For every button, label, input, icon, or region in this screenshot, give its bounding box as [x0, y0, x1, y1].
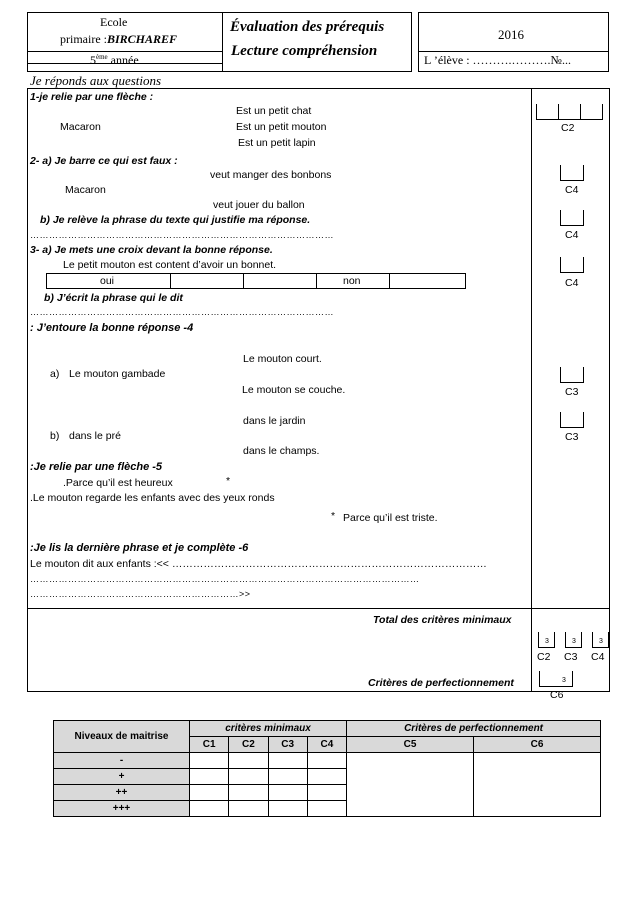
table-cell[interactable]: [307, 801, 346, 817]
q6-line-1[interactable]: Le mouton dit aux enfants :<< ………………………………………………………………………………: [30, 558, 487, 570]
q3-no-box[interactable]: [390, 274, 465, 288]
frame-left: [27, 88, 28, 692]
table-cell[interactable]: [268, 753, 307, 769]
table-cell-c5[interactable]: [347, 753, 474, 817]
q3-yes-label: oui: [100, 275, 115, 287]
eval-subtitle: Lecture compréhension: [231, 43, 378, 59]
q4-a-left: Le mouton gambade: [69, 368, 166, 380]
q3-yes-box[interactable]: [171, 274, 242, 288]
grade-word: année: [107, 53, 139, 67]
section-title: Je réponds aux questions: [30, 73, 162, 88]
total-crit-c4: C4: [591, 651, 605, 663]
school-label: Ecole: [100, 15, 128, 29]
q4-b-label: b): [50, 430, 60, 442]
table-cell[interactable]: [190, 769, 229, 785]
q1-left[interactable]: Macaron: [60, 121, 101, 133]
table-cell[interactable]: [229, 785, 268, 801]
q4-b-left: dans le pré: [69, 430, 121, 442]
level-label: +++: [54, 801, 190, 817]
q5-option-2[interactable]: Parce qu’il est triste.: [343, 512, 438, 524]
level-label: ++: [54, 785, 190, 801]
q2-title-b: b) Je relève la phrase du texte qui justifie ma réponse.: [40, 214, 311, 226]
perfection-crit: C6: [550, 689, 564, 701]
table-cell[interactable]: [229, 769, 268, 785]
frame-bottom: [27, 691, 610, 692]
mastery-table: [53, 720, 601, 817]
total-crit-c3: C3: [564, 651, 578, 663]
q2-score-box-a: [560, 165, 584, 181]
mastery-col-c3: C3: [268, 737, 307, 753]
q3-score-box-a: [560, 257, 584, 273]
mastery-row-header: Niveaux de maitrise: [54, 721, 190, 753]
table-cell[interactable]: [268, 785, 307, 801]
q1-option-2[interactable]: Est un petit mouton: [236, 121, 327, 133]
q4-a-option-2[interactable]: Le mouton se couche.: [242, 384, 346, 396]
q1-score-box-1: [536, 104, 559, 120]
school-prefix: primaire :: [60, 32, 107, 46]
q3-criterion: C4: [565, 277, 579, 289]
q2-answer-line[interactable]: ……………………………………………………………………………………: [30, 230, 334, 240]
mastery-group-perf: Critères de perfectionnement: [347, 721, 601, 737]
frame-top: [27, 88, 610, 89]
q4-b-option-2[interactable]: dans le champs.: [243, 445, 320, 457]
q4-criterion-b: C3: [565, 431, 579, 443]
table-cell-c6[interactable]: [474, 753, 601, 817]
total-mark-c2: 3: [545, 638, 549, 645]
q1-title: 1-je relie par une flèche :: [30, 91, 154, 103]
q1-option-1[interactable]: Est un petit chat: [236, 105, 312, 117]
q5-option-1[interactable]: .Parce qu’il est heureux: [63, 477, 173, 489]
q5-title: :Je relie par une flèche -5: [30, 461, 163, 473]
q4-score-box-b: [560, 412, 584, 428]
table-cell[interactable]: [229, 753, 268, 769]
mastery-col-c2: C2: [229, 737, 268, 753]
grade-number: 5: [90, 53, 96, 67]
table-row: [54, 753, 601, 769]
year: 2016: [498, 27, 524, 42]
q5-star-2: *: [331, 510, 336, 522]
grade-sup: ème: [96, 53, 108, 61]
mastery-col-c5: C5: [347, 737, 474, 753]
table-cell[interactable]: [268, 769, 307, 785]
table-cell[interactable]: [307, 785, 346, 801]
q4-criterion-a: C3: [565, 386, 579, 398]
q4-title: : J’entoure la bonne réponse -4: [30, 322, 194, 334]
q1-criterion: C2: [561, 122, 575, 134]
mastery-col-c1: C1: [190, 737, 229, 753]
q4-score-box-a: [560, 367, 584, 383]
q3-divider-2: [243, 273, 244, 289]
q1-score-box-3: [580, 104, 603, 120]
table-cell[interactable]: [190, 801, 229, 817]
total-mark-c4: 3: [599, 638, 603, 645]
q3-answer-line[interactable]: ……………………………………………………………………………………: [30, 307, 334, 317]
q3-statement: Le petit mouton est content d’avoir un bonnet.: [63, 259, 277, 271]
mastery-group-min: critères minimaux: [190, 721, 347, 737]
q6-line-3[interactable]: …………………………………………………………>>: [30, 589, 251, 599]
eval-title: Évaluation des prérequis: [230, 19, 385, 35]
table-cell[interactable]: [307, 769, 346, 785]
frame-right: [609, 88, 610, 692]
q3-title-a: 3- a) Je mets une croix devant la bonne réponse.: [30, 244, 273, 256]
table-cell[interactable]: [190, 753, 229, 769]
q2-option-2[interactable]: veut jouer du ballon: [213, 199, 305, 211]
q6-line-2[interactable]: ……………………………………………………………………………………………………………: [30, 574, 420, 584]
grade-label: [90, 53, 139, 68]
q2-criterion-a: C4: [565, 184, 579, 196]
frame-divider: [531, 88, 532, 692]
table-cell[interactable]: [229, 801, 268, 817]
table-cell[interactable]: [268, 801, 307, 817]
school-name: BIRCHAREF: [106, 32, 178, 46]
q1-option-3[interactable]: Est un petit lapin: [238, 137, 316, 149]
mastery-col-c4: C4: [307, 737, 346, 753]
q5-star-1: *: [226, 475, 231, 487]
q4-b-option-1[interactable]: dans le jardin: [243, 415, 306, 427]
school-name-line: [60, 32, 177, 47]
totals-separator: [27, 608, 610, 609]
table-cell[interactable]: [190, 785, 229, 801]
mastery-col-c6: C6: [474, 737, 601, 753]
table-cell[interactable]: [307, 753, 346, 769]
q3-title-b: b) J’écrit la phrase qui le dit: [44, 292, 183, 304]
total-mark-c3: 3: [572, 638, 576, 645]
level-label: +: [54, 769, 190, 785]
q2-left[interactable]: Macaron: [65, 184, 106, 196]
q2-score-box-b: [560, 210, 584, 226]
level-label: -: [54, 753, 190, 769]
q3-no-label: non: [343, 275, 361, 287]
perfection-mark: 3: [562, 677, 566, 684]
q4-a-label: a): [50, 368, 60, 380]
q2-option-1[interactable]: veut manger des bonbons: [210, 169, 332, 181]
q4-a-option-1[interactable]: Le mouton court.: [243, 353, 322, 365]
q2-title-a: 2- a) Je barre ce qui est faux :: [30, 155, 178, 167]
q6-title: :Je lis la dernière phrase et je complète -6: [30, 542, 249, 554]
q3-divider-3: [316, 273, 317, 289]
q2-criterion-b: C4: [565, 229, 579, 241]
total-crit-c2: C2: [537, 651, 551, 663]
q5-left[interactable]: .Le mouton regarde les enfants avec des yeux ronds: [30, 492, 275, 504]
perfection-label: Critères de perfectionnement: [368, 677, 514, 689]
total-minimal-label: Total des critères minimaux: [373, 614, 512, 626]
student-name-field[interactable]: L ’élève : ……….……….№...: [424, 53, 571, 67]
q1-score-box-2: [558, 104, 581, 120]
perfection-box: [539, 671, 573, 687]
